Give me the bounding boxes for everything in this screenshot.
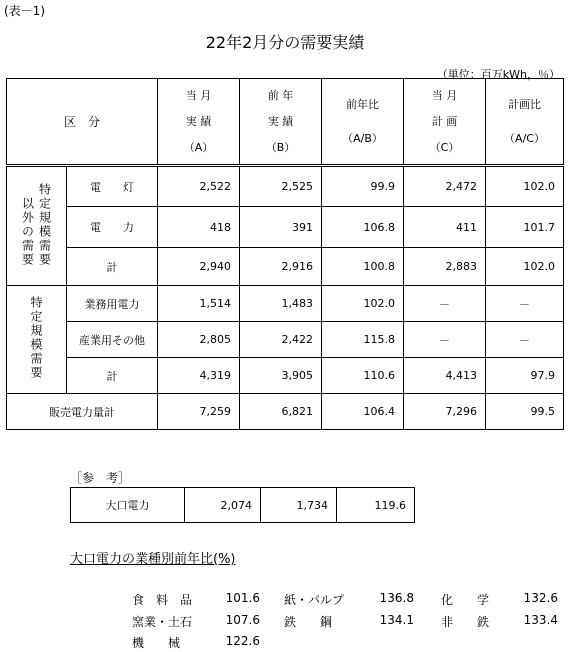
sector-name: 紙・パルプ [284,593,345,607]
header-col-a: 当 月 実 績 （A） [158,79,240,166]
cell-c: 2,883 [404,248,486,286]
table-row [7,166,564,207]
cell-ac: 99.5 [486,394,564,430]
cell-a: 2,522 [158,166,240,207]
table-row [7,248,564,286]
table-label: (表－1) [4,4,45,18]
header-col-c: 当 月 計 画 （C） [404,79,486,166]
cell-c: 411 [404,207,486,248]
sector-value: 136.8 [379,591,414,605]
cell-b: 391 [240,207,322,248]
cell-a: 2,940 [158,248,240,286]
sector-name: 鉄 鋼 [284,615,333,629]
row-label: 産業用その他 [67,322,158,358]
page-title: 22年2月分の需要実績 [205,33,365,52]
reference-table [70,487,415,523]
cell-b: 6,821 [240,394,322,430]
cell-ab: 106.8 [322,207,404,248]
cell-b: 2,422 [240,322,322,358]
cell-ab: 100.8 [322,248,404,286]
header-category: 区 分 [7,79,158,166]
table-row [71,488,415,523]
cell-ab: 106.4 [322,394,404,430]
row-label: 電 灯 [67,166,158,207]
table-row [7,286,564,322]
cell-ac: 97.9 [486,358,564,394]
sector-name: 食 料 品 [132,593,193,607]
cell-ac: 101.7 [486,207,564,248]
sector-name: 機 械 [132,636,181,650]
group2-label: 特定規模需要 [7,286,67,394]
row-label: 販売電力量計 [7,394,158,430]
cell-b: 2,916 [240,248,322,286]
cell-ab: 119.6 [337,488,415,523]
cell-ac: 102.0 [486,166,564,207]
sector-value: 134.1 [379,613,414,627]
cell-ac: － [486,286,564,322]
cell-ac: 102.0 [486,248,564,286]
cell-a: 4,319 [158,358,240,394]
group1-label: 以外の需要 特定規模需要 [7,166,67,286]
sector-value: 101.6 [225,591,260,605]
cell-ac: － [486,322,564,358]
header-col-ab: 前年比 （A/B） [322,79,404,166]
cell-b: 1,483 [240,286,322,322]
table-row [7,358,564,394]
cell-ab: 110.6 [322,358,404,394]
cell-a: 2,074 [185,488,261,523]
cell-ab: 115.8 [322,322,404,358]
cell-c: 4,413 [404,358,486,394]
sector-name: 非 鉄 [441,615,490,629]
unit-note: （単位：百万kWh，％） [436,68,560,81]
cell-b: 3,905 [240,358,322,394]
sector-value: 107.6 [225,613,260,627]
reference-label: ［参 考］ [70,471,131,485]
header-col-b: 前 年 実 績 （B） [240,79,322,166]
cell-c: 7,296 [404,394,486,430]
row-label: 電 力 [67,207,158,248]
cell-ab: 102.0 [322,286,404,322]
cell-a: 7,259 [158,394,240,430]
sector-value: 133.4 [523,613,558,627]
sector-name: 窯業・土石 [132,615,193,629]
cell-c: － [404,286,486,322]
row-label: 計 [67,358,158,394]
cell-a: 418 [158,207,240,248]
sector-value: 122.6 [225,634,260,648]
row-label: 業務用電力 [67,286,158,322]
header-col-ac: 計画比 （A/C） [486,79,564,166]
cell-a: 1,514 [158,286,240,322]
sector-title: 大口電力の業種別前年比(%) [70,552,236,567]
cell-a: 2,805 [158,322,240,358]
table-row [7,207,564,248]
cell-ab: 99.9 [322,166,404,207]
sector-value: 132.6 [523,591,558,605]
demand-table [6,78,564,430]
total-row [7,394,564,430]
cell-b: 1,734 [261,488,337,523]
row-label: 計 [67,248,158,286]
sector-name: 化 学 [441,593,490,607]
cell-c: － [404,322,486,358]
cell-c: 2,472 [404,166,486,207]
table-row [7,322,564,358]
cell-b: 2,525 [240,166,322,207]
row-label: 大口電力 [71,488,185,523]
